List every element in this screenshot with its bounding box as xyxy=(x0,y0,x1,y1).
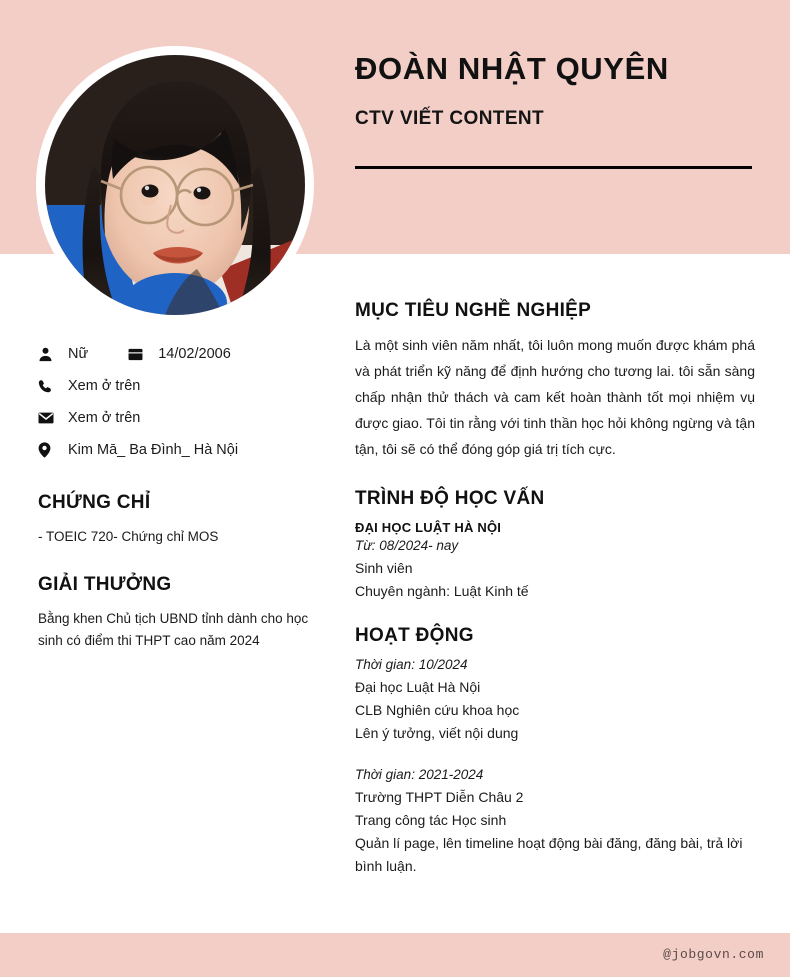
header-divider xyxy=(355,166,752,169)
contact-birthdate-value: 14/02/2006 xyxy=(158,346,231,362)
job-role-subtitle: CTV VIẾT CONTENT xyxy=(355,108,545,129)
activity-line-1: Trường THPT Diễn Châu 2 xyxy=(355,789,524,805)
watermark-text: @jobgovn.com xyxy=(663,947,764,962)
certificates-body: - TOEIC 720- Chứng chỉ MOS xyxy=(38,529,219,544)
contact-row-phone xyxy=(38,370,328,402)
contact-phone-value: Xem ở trên xyxy=(68,378,141,394)
objective-section xyxy=(355,300,755,462)
activity-line-3: Lên ý tưởng, viết nội dung xyxy=(355,725,519,741)
education-title: TRÌNH ĐỘ HỌC VẤN xyxy=(355,488,545,509)
location-pin-icon xyxy=(38,442,60,458)
activities-section xyxy=(355,625,755,878)
phone-icon xyxy=(38,379,60,394)
activity-line-2: CLB Nghiên cứu khoa học xyxy=(355,702,520,718)
objective-title: MỤC TIÊU NGHỀ NGHIỆP xyxy=(355,300,592,321)
contact-row-gender-birthdate xyxy=(38,338,328,370)
person-icon xyxy=(38,347,60,362)
education-school: ĐẠI HỌC LUẬT HÀ NỘI xyxy=(355,520,502,535)
contact-gender xyxy=(38,346,88,362)
envelope-icon xyxy=(38,412,60,424)
education-line-1: Sinh viên xyxy=(355,560,413,576)
profile-photo xyxy=(45,55,305,315)
activity-entry xyxy=(355,767,755,878)
left-column xyxy=(38,338,328,652)
activity-line-2: Trang công tác Học sinh xyxy=(355,812,507,828)
calendar-icon xyxy=(128,348,150,361)
education-period: Từ: 08/2024- nay xyxy=(355,538,459,553)
activity-period: Thời gian: 10/2024 xyxy=(355,657,468,672)
contact-address-value: Kim Mā_ Ba Đình_ Hà Nội xyxy=(68,442,239,458)
education-section xyxy=(355,488,755,603)
awards-body: Bằng khen Chủ tịch UBND tỉnh dành cho học sinh có điểm thi THPT cao năm 2024 xyxy=(38,611,309,648)
certificates-title: CHỨNG CHỈ xyxy=(38,492,151,513)
awards-title: GIẢI THƯỞNG xyxy=(38,574,172,595)
activity-line-3: Quản lí page, lên timeline hoạt động bài đăng, đăng bài, trả lời bình luận. xyxy=(355,835,743,874)
education-entry xyxy=(355,520,755,603)
activity-entry xyxy=(355,657,755,745)
education-line-2: Chuyên ngành: Luật Kinh tế xyxy=(355,583,529,599)
contact-birthdate xyxy=(128,346,231,362)
activity-period: Thời gian: 2021-2024 xyxy=(355,767,484,782)
page-title: ĐOÀN NHẬT QUYÊN xyxy=(355,51,669,86)
activities-title: HOẠT ĐỘNG xyxy=(355,625,474,646)
profile-photo-frame xyxy=(36,46,314,324)
activity-line-1: Đại học Luật Hà Nội xyxy=(355,679,481,695)
contact-row-address xyxy=(38,434,328,466)
objective-body: Là một sinh viên năm nhất, tôi luôn mong muốn được khám phá và phát triển kỹ năng để định hướng cho tương lai. tôi sẵn sàng chấp nhận thử thách và cam kết hoàn thành tốt mọi nhiệm vụ được giao. Tôi tin rằng với tinh thần học hỏi không ngừng và tận tận, tôi sẽ có thể đóng góp giá trị tích cực. xyxy=(355,337,755,457)
contact-row-email xyxy=(38,402,328,434)
right-column xyxy=(355,300,755,882)
contact-gender-value: Nữ xyxy=(68,346,89,362)
contact-email-value: Xem ở trên xyxy=(68,410,141,426)
